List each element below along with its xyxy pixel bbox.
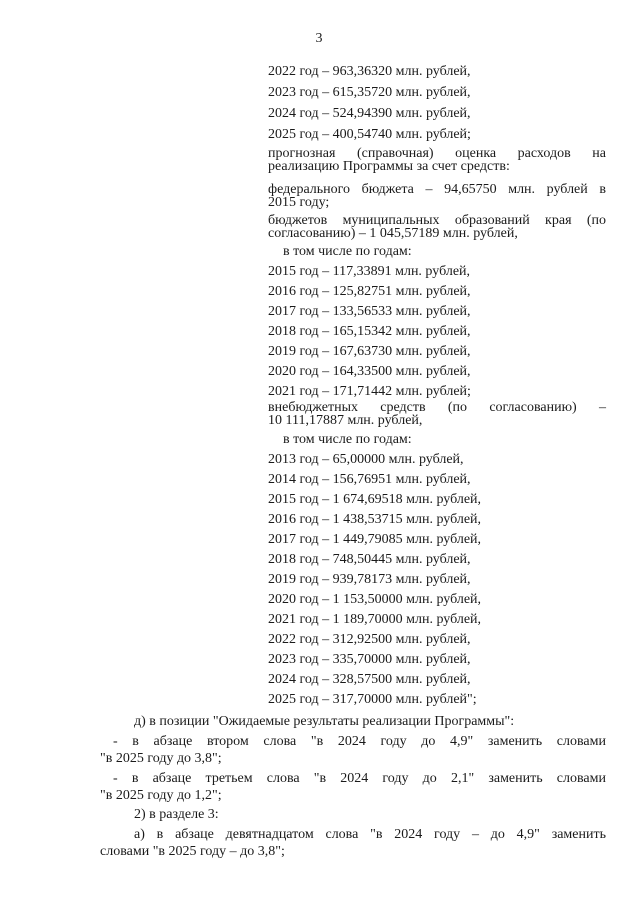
year-line: 2018 год – 165,15342 млн. рублей,: [268, 324, 471, 339]
incl-by-years-label: в том числе по годам:: [283, 244, 412, 259]
year-line: 2013 год – 65,00000 млн. рублей,: [268, 452, 464, 467]
amendment-item-a-line-2: словами "в 2025 году – до 3,8";: [100, 844, 285, 859]
year-line: 2025 год – 317,70000 млн. рублей";: [268, 692, 477, 707]
year-line: 2017 год – 133,56533 млн. рублей,: [268, 304, 471, 319]
year-line: 2020 год – 1 153,50000 млн. рублей,: [268, 592, 482, 607]
year-line: 2014 год – 156,76951 млн. рублей,: [268, 472, 471, 487]
year-line: 2021 год – 171,71442 млн. рублей;: [268, 384, 471, 399]
amendment-d-sub1-line-2: "в 2025 году до 3,8";: [100, 751, 222, 766]
amendment-item-d: д) в позиции "Ожидаемые результаты реализации Программы":: [134, 714, 515, 729]
amendment-item-a-line-1: а) в абзаце девятнадцатом слова "в 2024 году – до 4,9" заменить: [134, 827, 606, 842]
page-number: 3: [315, 31, 323, 46]
federal-budget-line-1: федерального бюджета – 94,65750 млн. рублей в: [268, 182, 606, 197]
year-line: 2018 год – 748,50445 млн. рублей,: [268, 552, 471, 567]
extrabudget-line-1: внебюджетных средств (по согласованию) –: [268, 400, 606, 415]
year-line: 2025 год – 400,54740 млн. рублей;: [268, 127, 471, 142]
year-line: 2016 год – 1 438,53715 млн. рублей,: [268, 512, 482, 527]
amendment-d-sub2-line-2: "в 2025 году до 1,2";: [100, 788, 222, 803]
year-line: 2023 год – 335,70000 млн. рублей,: [268, 652, 471, 667]
municipal-budget-line-2: согласованию) – 1 045,57189 млн. рублей,: [268, 226, 518, 241]
year-line: 2019 год – 167,63730 млн. рублей,: [268, 344, 471, 359]
year-line: 2019 год – 939,78173 млн. рублей,: [268, 572, 471, 587]
year-line: 2022 год – 963,36320 млн. рублей,: [268, 64, 471, 79]
year-line: 2022 год – 312,92500 млн. рублей,: [268, 632, 471, 647]
forecast-line-1: прогнозная (справочная) оценка расходов на: [268, 146, 606, 161]
year-line: 2024 год – 524,94390 млн. рублей,: [268, 106, 471, 121]
amendment-item-2: 2) в разделе 3:: [134, 807, 219, 822]
forecast-line-2: реализацию Программы за счет средств:: [268, 159, 510, 174]
year-line: 2023 год – 615,35720 млн. рублей,: [268, 85, 471, 100]
year-line: 2015 год – 1 674,69518 млн. рублей,: [268, 492, 482, 507]
extrabudget-line-2: 10 111,17887 млн. рублей,: [268, 413, 423, 428]
year-line: 2015 год – 117,33891 млн. рублей,: [268, 264, 471, 279]
incl-by-years-label: в том числе по годам:: [283, 432, 412, 447]
year-line: 2021 год – 1 189,70000 млн. рублей,: [268, 612, 482, 627]
municipal-budget-line-1: бюджетов муниципальных образований края (по: [268, 213, 606, 228]
amendment-d-sub1-line-1: - в абзаце втором слова "в 2024 году до 4,9" заменить словами: [113, 734, 606, 749]
year-line: 2016 год – 125,82751 млн. рублей,: [268, 284, 471, 299]
federal-budget-line-2: 2015 году;: [268, 195, 330, 210]
year-line: 2020 год – 164,33500 млн. рублей,: [268, 364, 471, 379]
year-line: 2017 год – 1 449,79085 млн. рублей,: [268, 532, 482, 547]
year-line: 2024 год – 328,57500 млн. рублей,: [268, 672, 471, 687]
amendment-d-sub2-line-1: - в абзаце третьем слова "в 2024 году до 2,1" заменить словами: [113, 771, 606, 786]
